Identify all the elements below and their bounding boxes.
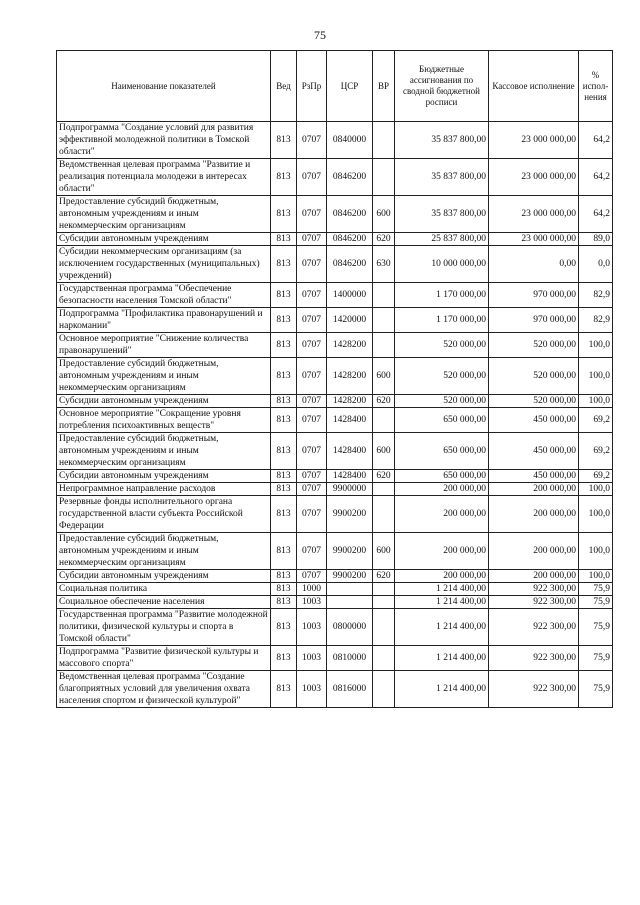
table-row xyxy=(57,533,613,570)
row-cash: 200 000,00 xyxy=(489,496,579,533)
header-budget: Бюджетные ассигнования по сводной бюджетной росписи xyxy=(395,51,489,122)
row-budget: 1 170 000,00 xyxy=(395,283,489,308)
row-cash: 970 000,00 xyxy=(489,308,579,333)
row-pct: 100,0 xyxy=(579,358,613,395)
row-csr: 1428400 xyxy=(327,433,373,470)
row-rzpr: 1003 xyxy=(297,609,327,646)
row-csr: 9900200 xyxy=(327,533,373,570)
row-rzpr: 0707 xyxy=(297,159,327,196)
header-name: Наименование показателей xyxy=(57,51,271,122)
row-ved: 813 xyxy=(271,159,297,196)
row-csr: 0816000 xyxy=(327,671,373,708)
row-pct: 75,9 xyxy=(579,609,613,646)
row-name: Основное мероприятие "Сокращение уровня потребления психоактивных веществ" xyxy=(57,408,271,433)
header-pct: % испол-нения xyxy=(579,51,613,122)
row-cash: 200 000,00 xyxy=(489,533,579,570)
row-pct: 69,2 xyxy=(579,470,613,483)
row-name: Субсидии автономным учреждениям xyxy=(57,570,271,583)
row-pct: 69,2 xyxy=(579,408,613,433)
row-rzpr: 0707 xyxy=(297,358,327,395)
table-body xyxy=(57,122,613,708)
row-budget: 650 000,00 xyxy=(395,433,489,470)
row-csr: 1428400 xyxy=(327,408,373,433)
row-budget: 35 837 800,00 xyxy=(395,159,489,196)
row-budget: 200 000,00 xyxy=(395,570,489,583)
row-cash: 520 000,00 xyxy=(489,333,579,358)
row-budget: 1 170 000,00 xyxy=(395,308,489,333)
table-row xyxy=(57,308,613,333)
table-row xyxy=(57,233,613,246)
row-vr xyxy=(373,583,395,596)
row-pct: 100,0 xyxy=(579,395,613,408)
row-name: Государственная программа "Обеспечение безопасности населения Томской области" xyxy=(57,283,271,308)
row-csr: 1428400 xyxy=(327,470,373,483)
row-vr xyxy=(373,609,395,646)
row-name: Социальное обеспечение населения xyxy=(57,596,271,609)
row-ved: 813 xyxy=(271,233,297,246)
table-row xyxy=(57,358,613,395)
table-row xyxy=(57,246,613,283)
row-csr: 0846200 xyxy=(327,196,373,233)
table-header-row xyxy=(57,51,613,122)
row-csr: 1428200 xyxy=(327,333,373,358)
row-cash: 922 300,00 xyxy=(489,596,579,609)
table-row xyxy=(57,395,613,408)
row-vr: 620 xyxy=(373,470,395,483)
row-name: Непрограммное направление расходов xyxy=(57,483,271,496)
row-name: Предоставление субсидий бюджетным, автономным учреждениям и иным некоммерческим организациям xyxy=(57,433,271,470)
table-row xyxy=(57,496,613,533)
table-row xyxy=(57,283,613,308)
row-ved: 813 xyxy=(271,408,297,433)
table-row xyxy=(57,196,613,233)
row-budget: 1 214 400,00 xyxy=(395,596,489,609)
row-ved: 813 xyxy=(271,246,297,283)
row-cash: 200 000,00 xyxy=(489,570,579,583)
row-budget: 25 837 800,00 xyxy=(395,233,489,246)
row-vr xyxy=(373,596,395,609)
row-name: Предоставление субсидий бюджетным, автономным учреждениям и иным некоммерческим организациям xyxy=(57,196,271,233)
header-csr: ЦСР xyxy=(327,51,373,122)
row-pct: 89,0 xyxy=(579,233,613,246)
row-name: Подпрограмма "Создание условий для развития эффективной молодежной политики в Томской области" xyxy=(57,122,271,159)
row-pct: 69,2 xyxy=(579,433,613,470)
row-rzpr: 0707 xyxy=(297,483,327,496)
row-csr: 1428200 xyxy=(327,395,373,408)
row-name: Социальная политика xyxy=(57,583,271,596)
table-row xyxy=(57,483,613,496)
table-row xyxy=(57,470,613,483)
row-budget: 200 000,00 xyxy=(395,496,489,533)
row-cash: 922 300,00 xyxy=(489,671,579,708)
row-pct: 82,9 xyxy=(579,283,613,308)
row-budget: 1 214 400,00 xyxy=(395,609,489,646)
table-row xyxy=(57,122,613,159)
row-pct: 82,9 xyxy=(579,308,613,333)
row-rzpr: 1003 xyxy=(297,596,327,609)
row-ved: 813 xyxy=(271,333,297,358)
row-vr: 630 xyxy=(373,246,395,283)
row-vr xyxy=(373,408,395,433)
row-cash: 450 000,00 xyxy=(489,408,579,433)
row-csr: 9900200 xyxy=(327,496,373,533)
table-row xyxy=(57,671,613,708)
row-cash: 922 300,00 xyxy=(489,646,579,671)
row-rzpr: 0707 xyxy=(297,333,327,358)
row-cash: 23 000 000,00 xyxy=(489,196,579,233)
row-csr: 0840000 xyxy=(327,122,373,159)
row-csr: 0846200 xyxy=(327,159,373,196)
row-budget: 1 214 400,00 xyxy=(395,583,489,596)
table-row xyxy=(57,609,613,646)
row-cash: 922 300,00 xyxy=(489,583,579,596)
row-pct: 100,0 xyxy=(579,533,613,570)
row-cash: 23 000 000,00 xyxy=(489,159,579,196)
row-ved: 813 xyxy=(271,583,297,596)
row-budget: 200 000,00 xyxy=(395,533,489,570)
row-rzpr: 0707 xyxy=(297,496,327,533)
row-rzpr: 0707 xyxy=(297,233,327,246)
row-cash: 450 000,00 xyxy=(489,433,579,470)
row-vr xyxy=(373,122,395,159)
row-cash: 200 000,00 xyxy=(489,483,579,496)
header-ved: Вед xyxy=(271,51,297,122)
row-pct: 100,0 xyxy=(579,483,613,496)
row-vr xyxy=(373,333,395,358)
row-rzpr: 1003 xyxy=(297,646,327,671)
row-pct: 0,0 xyxy=(579,246,613,283)
row-ved: 813 xyxy=(271,570,297,583)
row-budget: 650 000,00 xyxy=(395,408,489,433)
row-budget: 1 214 400,00 xyxy=(395,671,489,708)
row-name: Подпрограмма "Профилактика правонарушений и наркомании" xyxy=(57,308,271,333)
row-name: Подпрограмма "Развитие физической культуры и массового спорта" xyxy=(57,646,271,671)
row-cash: 520 000,00 xyxy=(489,358,579,395)
row-csr xyxy=(327,583,373,596)
table-row xyxy=(57,408,613,433)
row-cash: 450 000,00 xyxy=(489,470,579,483)
row-rzpr: 0707 xyxy=(297,196,327,233)
row-vr: 620 xyxy=(373,570,395,583)
row-pct: 75,9 xyxy=(579,583,613,596)
row-budget: 520 000,00 xyxy=(395,358,489,395)
row-pct: 100,0 xyxy=(579,570,613,583)
header-cash: Кассовое исполнение xyxy=(489,51,579,122)
row-vr xyxy=(373,646,395,671)
row-csr: 9900200 xyxy=(327,570,373,583)
row-budget: 35 837 800,00 xyxy=(395,196,489,233)
row-vr xyxy=(373,483,395,496)
row-name: Субсидии автономным учреждениям xyxy=(57,470,271,483)
row-rzpr: 0707 xyxy=(297,433,327,470)
row-csr: 0846200 xyxy=(327,233,373,246)
header-rzpr: РзПр xyxy=(297,51,327,122)
row-ved: 813 xyxy=(271,609,297,646)
row-vr xyxy=(373,283,395,308)
row-name: Субсидии автономным учреждениям xyxy=(57,395,271,408)
row-rzpr: 0707 xyxy=(297,408,327,433)
row-budget: 1 214 400,00 xyxy=(395,646,489,671)
table-row xyxy=(57,159,613,196)
row-ved: 813 xyxy=(271,596,297,609)
row-name: Ведомственная целевая программа "Создание благоприятных условий для увеличения охвата населения спортом и физической культурой" xyxy=(57,671,271,708)
row-ved: 813 xyxy=(271,483,297,496)
row-ved: 813 xyxy=(271,122,297,159)
row-cash: 23 000 000,00 xyxy=(489,233,579,246)
row-csr: 1420000 xyxy=(327,308,373,333)
header-vr: ВР xyxy=(373,51,395,122)
row-cash: 922 300,00 xyxy=(489,609,579,646)
row-ved: 813 xyxy=(271,308,297,333)
row-name: Основное мероприятие "Снижение количества правонарушений" xyxy=(57,333,271,358)
row-rzpr: 0707 xyxy=(297,283,327,308)
row-ved: 813 xyxy=(271,395,297,408)
table-row xyxy=(57,596,613,609)
row-cash: 970 000,00 xyxy=(489,283,579,308)
row-budget: 520 000,00 xyxy=(395,333,489,358)
row-rzpr: 0707 xyxy=(297,122,327,159)
table-row xyxy=(57,433,613,470)
row-name: Ведомственная целевая программа "Развитие и реализация потенциала молодежи в интересах области" xyxy=(57,159,271,196)
row-pct: 64,2 xyxy=(579,196,613,233)
row-csr: 0810000 xyxy=(327,646,373,671)
row-ved: 813 xyxy=(271,533,297,570)
row-pct: 64,2 xyxy=(579,122,613,159)
row-rzpr: 0707 xyxy=(297,395,327,408)
row-rzpr: 1000 xyxy=(297,583,327,596)
row-vr: 620 xyxy=(373,395,395,408)
row-budget: 35 837 800,00 xyxy=(395,122,489,159)
row-csr xyxy=(327,596,373,609)
row-vr: 600 xyxy=(373,433,395,470)
table-row xyxy=(57,333,613,358)
row-name: Субсидии автономным учреждениям xyxy=(57,233,271,246)
table-row xyxy=(57,570,613,583)
row-name: Резервные фонды исполнительного органа государственной власти субъекта Российской Федерации xyxy=(57,496,271,533)
row-cash: 520 000,00 xyxy=(489,395,579,408)
row-vr: 600 xyxy=(373,196,395,233)
row-pct: 75,9 xyxy=(579,646,613,671)
row-vr xyxy=(373,308,395,333)
row-pct: 64,2 xyxy=(579,159,613,196)
row-ved: 813 xyxy=(271,196,297,233)
row-vr: 600 xyxy=(373,358,395,395)
row-budget: 520 000,00 xyxy=(395,395,489,408)
row-name: Государственная программа "Развитие молодежной политики, физической культуры и спорта в Томской области" xyxy=(57,609,271,646)
row-ved: 813 xyxy=(271,671,297,708)
row-cash: 23 000 000,00 xyxy=(489,122,579,159)
row-name: Субсидии некоммерческим организациям (за исключением государственных (муниципальных) учреждений) xyxy=(57,246,271,283)
row-pct: 100,0 xyxy=(579,333,613,358)
row-name: Предоставление субсидий бюджетным, автономным учреждениям и иным некоммерческим организациям xyxy=(57,533,271,570)
row-rzpr: 1003 xyxy=(297,671,327,708)
row-vr: 600 xyxy=(373,533,395,570)
row-vr xyxy=(373,159,395,196)
row-vr xyxy=(373,496,395,533)
row-pct: 75,9 xyxy=(579,671,613,708)
row-budget: 650 000,00 xyxy=(395,470,489,483)
row-csr: 0846200 xyxy=(327,246,373,283)
row-csr: 9900000 xyxy=(327,483,373,496)
table-row xyxy=(57,583,613,596)
page-number: 75 xyxy=(314,28,326,42)
row-ved: 813 xyxy=(271,358,297,395)
row-csr: 1400000 xyxy=(327,283,373,308)
row-ved: 813 xyxy=(271,496,297,533)
row-csr: 1428200 xyxy=(327,358,373,395)
row-pct: 100,0 xyxy=(579,496,613,533)
row-ved: 813 xyxy=(271,646,297,671)
row-budget: 10 000 000,00 xyxy=(395,246,489,283)
budget-execution-table xyxy=(56,50,613,708)
row-rzpr: 0707 xyxy=(297,570,327,583)
row-vr xyxy=(373,671,395,708)
row-budget: 200 000,00 xyxy=(395,483,489,496)
table-row xyxy=(57,646,613,671)
row-rzpr: 0707 xyxy=(297,246,327,283)
row-name: Предоставление субсидий бюджетным, автономным учреждениям и иным некоммерческим организациям xyxy=(57,358,271,395)
row-ved: 813 xyxy=(271,283,297,308)
row-rzpr: 0707 xyxy=(297,470,327,483)
row-rzpr: 0707 xyxy=(297,533,327,570)
row-pct: 75,9 xyxy=(579,596,613,609)
row-ved: 813 xyxy=(271,433,297,470)
row-cash: 0,00 xyxy=(489,246,579,283)
row-ved: 813 xyxy=(271,470,297,483)
row-rzpr: 0707 xyxy=(297,308,327,333)
row-csr: 0800000 xyxy=(327,609,373,646)
row-vr: 620 xyxy=(373,233,395,246)
